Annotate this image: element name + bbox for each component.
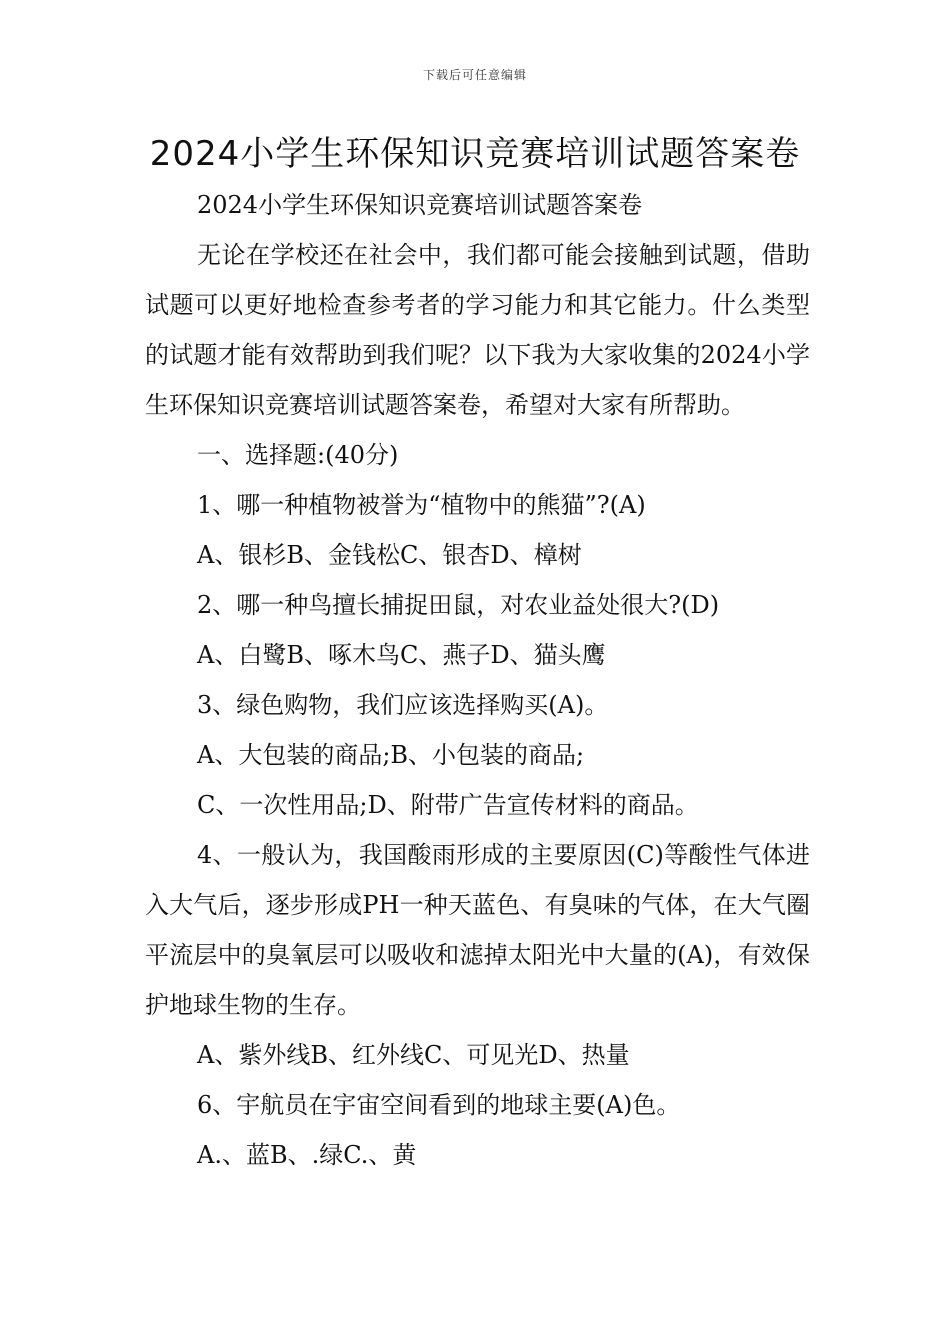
intro-paragraph: 无论在学校还在社会中，我们都可能会接触到试题，借助试题可以更好地检查参考者的学习能力和其它能力。什么类型的试题才能有效帮助到我们呢？以下我为大家收集的2024小学生环保知识竞赛培训试题答案卷，希望对大家有所帮助。 — [145, 241, 810, 419]
header-note: 下载后可任意编辑 — [422, 68, 527, 82]
question-2-options: A、白鹭B、啄木鸟C、燕子D、猫头鹰 — [197, 641, 606, 669]
question-3-options-a: A、大包装的商品;B、小包装的商品; — [197, 741, 585, 769]
question-3: 3、绿色购物，我们应该选择购买(A)。 — [197, 691, 609, 719]
question-4-options: A、紫外线B、红外线C、可见光D、热量 — [197, 1041, 630, 1069]
document-body — [145, 180, 810, 1180]
question-1-options: A、银杉B、金钱松C、银杏D、樟树 — [197, 541, 582, 569]
question-3-options-b: C、一次性用品;D、附带广告宣传材料的商品。 — [197, 791, 699, 819]
question-6-options: A.、蓝B、.绿C.、黄 — [197, 1141, 417, 1169]
document-title: 2024小学生环保知识竞赛培训试题答案卷 — [149, 134, 801, 174]
question-2: 2、哪一种鸟擅长捕捉田鼠，对农业益处很大?(D) — [197, 591, 720, 619]
section-heading: 一、选择题:(40分) — [197, 441, 399, 469]
question-4: 4、一般认为，我国酸雨形成的主要原因(C)等酸性气体进入大气后，逐步形成PH一种天蓝色、有臭味的气体，在大气圈平流层中的臭氧层可以吸收和滤掉太阳光中大量的(A)，有效保护地球生物的生存。 — [145, 841, 810, 1019]
question-6: 6、宇航员在宇宙空间看到的地球主要(A)色。 — [197, 1091, 681, 1119]
question-1: 1、哪一种植物被誉为“植物中的熊猫”?(A) — [197, 491, 646, 519]
subtitle-paragraph: 2024小学生环保知识竞赛培训试题答案卷 — [197, 191, 643, 219]
